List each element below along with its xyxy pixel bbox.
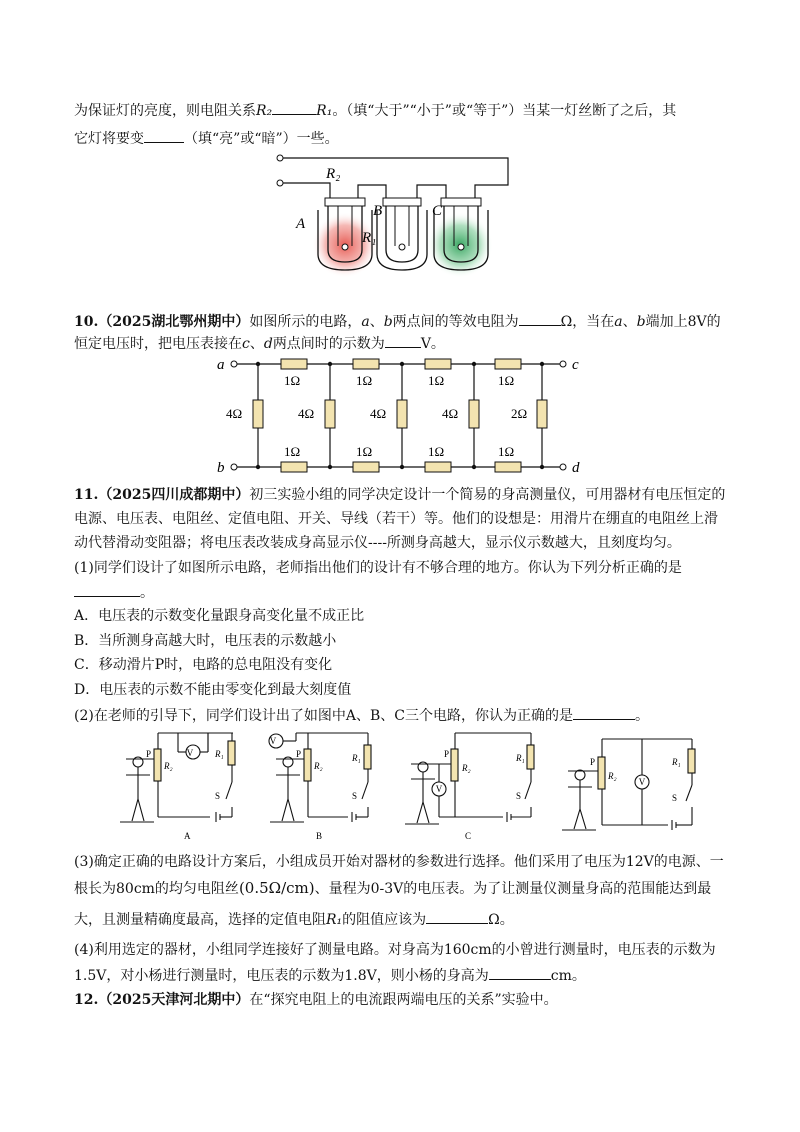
d-s: S — [672, 793, 678, 803]
q11-line1: 11.（2025四川成都期中）初三实验小组的同学决定设计一个简易的身高测量仪，可用器材有电压恒定的 — [74, 487, 726, 503]
r1-symbol: R₁ — [316, 103, 333, 119]
d-r2: R₂ — [608, 771, 617, 781]
label-c: C — [432, 203, 443, 219]
label-r1: R₁ — [362, 230, 377, 246]
q11-part3-line1: (3)确定正确的电路设计方案后，小组成员开始对器材的参数进行选择。他们采用了电压为12V的电源、一 — [74, 854, 724, 870]
q11-circuits-figure — [118, 727, 708, 845]
circuit-c — [405, 733, 534, 824]
q10-line2: 恒定电压时，把电压表接在c、d两点间时的示数为 V。 — [74, 333, 445, 354]
q11-line3: 动代替滑动变阻器；将电压表改装成身高显示仪----所测身高越大，显示仪示数越大，且刻度均匀。 — [74, 535, 681, 551]
q9-blank-1[interactable] — [272, 100, 316, 115]
wire-bc — [417, 185, 446, 198]
node-b: b — [217, 460, 225, 476]
q11-option-d: D．电压表的示数不能由零变化到最大刻度值 — [74, 682, 352, 698]
bottom-r4-label: 1Ω — [498, 444, 515, 459]
q10-ladder-circuit — [210, 354, 595, 479]
circuit-label-b: B — [316, 831, 323, 841]
a-r1: R₁ — [215, 749, 224, 759]
q11-blank-1[interactable] — [74, 582, 140, 597]
resistivity-formula: (0.5Ω/cm) — [238, 879, 315, 897]
q11-part1: (1)同学们设计了如图所示电路，老师指出他们的设计有不够合理的地方。你认为下列分析正确的是 — [74, 560, 682, 576]
q10-blank-1[interactable] — [519, 311, 561, 326]
voltmeter-d-label: V — [638, 777, 646, 787]
c-p: P — [444, 749, 450, 759]
lamp-b — [377, 198, 427, 270]
q9-line1: 为保证灯的亮度，则电阻关系R₂ R₁。（填“大于”“小于”或“等于”）当某一灯丝断了之后，其 — [74, 100, 676, 121]
q11-part1-answer: 。 — [74, 582, 154, 603]
label-r2: R₂ — [326, 166, 341, 182]
voltmeter-c-label: V — [435, 784, 443, 794]
d-p: P — [590, 757, 596, 767]
q11-part2: (2)在老师的引导下，同学们设计出了如图中A、B、C三个电路，你认为正确的是 。 — [74, 705, 649, 726]
terminal-a — [231, 361, 237, 367]
a-r2: R₂ — [164, 761, 173, 771]
circuit-label-a: A — [184, 831, 191, 841]
top-r2-label: 1Ω — [356, 373, 373, 388]
label-a: A — [296, 216, 306, 232]
b-r2: R₂ — [314, 761, 323, 771]
q10-blank-2[interactable] — [385, 333, 421, 348]
terminal-b — [231, 464, 237, 470]
b-p: P — [296, 749, 302, 759]
vert-r4-label: 4Ω — [442, 406, 459, 421]
q11-line2: 电源、电压表、电阻丝、定值电阻、开关、导线（若干）等。他们的设想是：用滑片在绷直的电阻丝上滑 — [74, 511, 718, 527]
terminal-top — [277, 155, 283, 161]
label-b: B — [373, 203, 383, 219]
a-s: S — [215, 791, 221, 801]
terminal-d — [560, 464, 566, 470]
c-s: S — [516, 791, 522, 801]
wire-bottom — [283, 183, 330, 198]
q11-part4-line1: (4)利用选定的器材，小组同学连接好了测量电路。对身高为160cm的小曾进行测量时，电压表的示数为 — [74, 942, 716, 958]
q11-part4-line2: 1.5V，对小杨进行测量时，电压表的示数为1.8V，则小杨的身高为 cm。 — [74, 965, 586, 986]
q9-blank-2[interactable] — [144, 128, 184, 143]
q9-line2: 它灯将要变 （填“亮”或“暗”）一些。 — [74, 128, 339, 149]
vert-r1-label: 4Ω — [226, 406, 243, 421]
q11-option-a: A．电压表的示数变化量跟身高变化量不成正比 — [74, 608, 365, 624]
vert-r3-label: 4Ω — [370, 406, 387, 421]
terminal-c — [560, 361, 566, 367]
q11-blank-2[interactable] — [573, 705, 635, 720]
bottom-r3-label: 1Ω — [428, 444, 445, 459]
top-r3-label: 1Ω — [428, 373, 445, 388]
node-c: c — [572, 357, 579, 373]
r2-symbol: R₂ — [256, 103, 273, 119]
vert-r2-label: 4Ω — [298, 406, 315, 421]
c-r1: R₁ — [516, 753, 525, 763]
node-d: d — [572, 460, 580, 476]
voltmeter-b-label: V — [269, 736, 277, 746]
q11-part3-line3: 大，且测量精确度最高，选择的定值电阻R₁的阻值应该为 Ω。 — [74, 909, 514, 930]
q12-line1: 12.（2025天津河北期中）在“探究电阻上的电流跟两端电压的关系”实验中。 — [74, 992, 558, 1008]
circuit-b — [269, 733, 371, 822]
c-r2: R₂ — [462, 763, 471, 773]
circuit-d — [562, 739, 695, 830]
circuit-label-c: C — [465, 831, 472, 841]
wire-ab — [358, 185, 386, 198]
q11-part3-line2: 根长为80cm的均匀电阻丝(0.5Ω/cm)、量程为0-3V的电压表。为了让测量仪测量身高的范围能达到最 — [74, 879, 712, 897]
b-s: S — [352, 791, 358, 801]
q11-blank-4[interactable] — [489, 965, 551, 980]
bottom-r1-label: 1Ω — [284, 444, 301, 459]
q9-lamp-figure — [270, 150, 520, 280]
d-r1: R₁ — [672, 757, 681, 767]
terminal-bottom — [277, 180, 283, 186]
a-p: P — [146, 749, 152, 759]
node-a: a — [217, 357, 225, 373]
r1-symbol: R₁ — [326, 912, 343, 928]
top-r4-label: 1Ω — [498, 373, 515, 388]
vert-r5-label: 2Ω — [511, 406, 528, 421]
voltmeter-a-label: V — [186, 748, 194, 758]
q11-blank-3[interactable] — [426, 909, 488, 924]
q11-option-b: B．当所测身高越大时，电压表的示数越小 — [74, 633, 337, 649]
wire-top — [283, 158, 508, 200]
b-r1: R₁ — [352, 753, 361, 763]
q11-option-c: C．移动滑片P时，电路的总电阻没有变化 — [74, 657, 333, 673]
circuit-a — [120, 733, 235, 822]
bottom-r2-label: 1Ω — [356, 444, 373, 459]
q10-line1: 10.（2025湖北鄂州期中）如图所示的电路，a、b两点间的等效电阻为 Ω，当在a、b端加上8V的 — [74, 311, 721, 332]
top-r1-label: 1Ω — [284, 373, 301, 388]
